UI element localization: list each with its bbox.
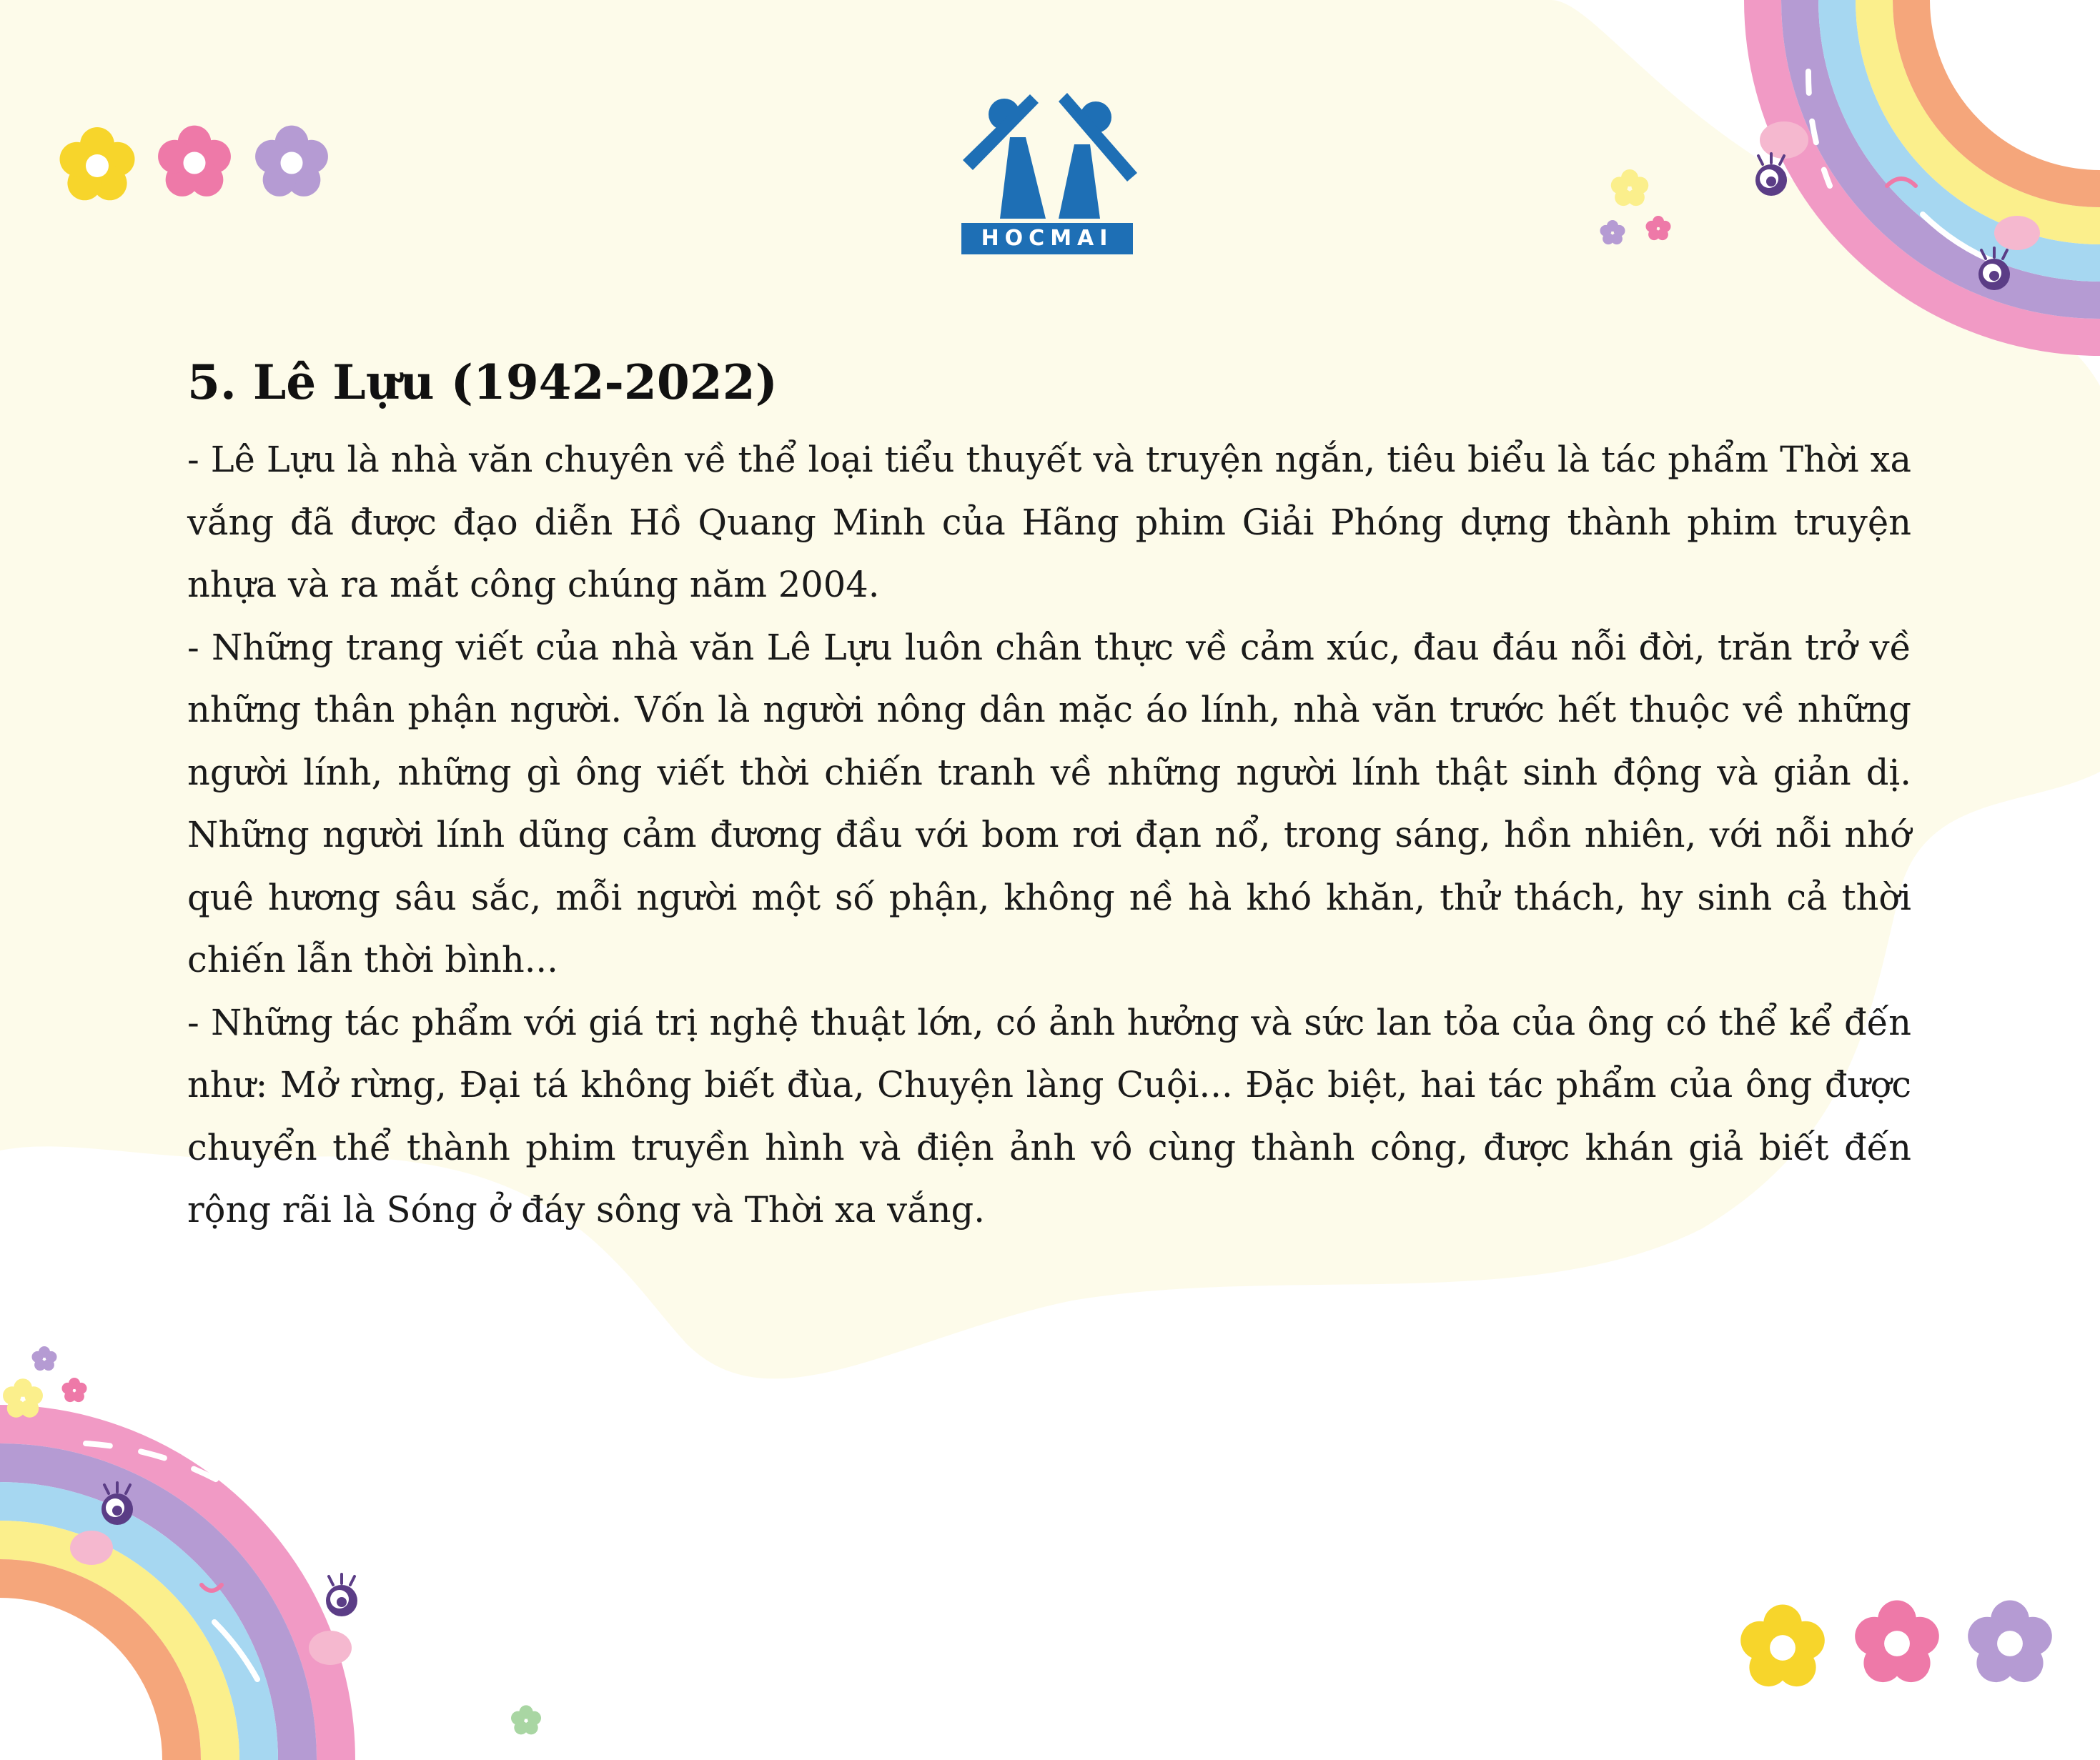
article-paragraph: - Những tác phẩm với giá trị nghệ thuật lớn, có ảnh hưởng và sức lan tỏa của ông có thể kể đến như: Mở rừng, Đại tá không biết đùa, Chuyện làng Cuội... Đặc biệt, hai tác phẩm của ông được chuyển thể thành phim truyền hình và điện ảnh vô cùng thành công, được khán giả biết đến rộng rãi là Sóng ở đáy sông và Thời xa vắng.: [187, 1001, 1911, 1230]
article-paragraph: - Lê Lựu là nhà văn chuyên về thể loại tiểu thuyết và truyện ngắn, tiêu biểu là tác phẩm Thời xa vắng đã được đạo diễn Hồ Quang Minh của Hãng phim Giải Phóng dựng thành phim truyện nhựa và ra mắt công chúng năm 2004.: [187, 439, 1911, 605]
flowers-top-left: [60, 126, 328, 201]
flowers-bottom-right: [1740, 1601, 2052, 1687]
article-paragraph: - Những trang viết của nhà văn Lê Lựu luôn chân thực về cảm xúc, đau đáu nỗi đời, trăn trở về những thân phận người. Vốn là người nông dân mặc áo lính, nhà văn trước hết thuộc về những người lính, những gì ông viết thời chiến tranh về những người lính thật sinh động và giản dị. Những người lính dũng cảm đương đầu với bom rơi đạn nổ, trong sáng, hồn nhiên, với nỗi nhớ quê hương sâu sắc, mỗi người một số phận, không nề hà khó khăn, thử thách, hy sinh cả thời chiến lẫn thời bình...: [187, 626, 1911, 980]
logo-wordmark: HOCMAI: [981, 226, 1114, 251]
hocmai-logo: [954, 86, 1140, 264]
article-title: 5. Lê Lựu (1942-2022): [187, 354, 778, 410]
article: [187, 350, 1911, 1242]
